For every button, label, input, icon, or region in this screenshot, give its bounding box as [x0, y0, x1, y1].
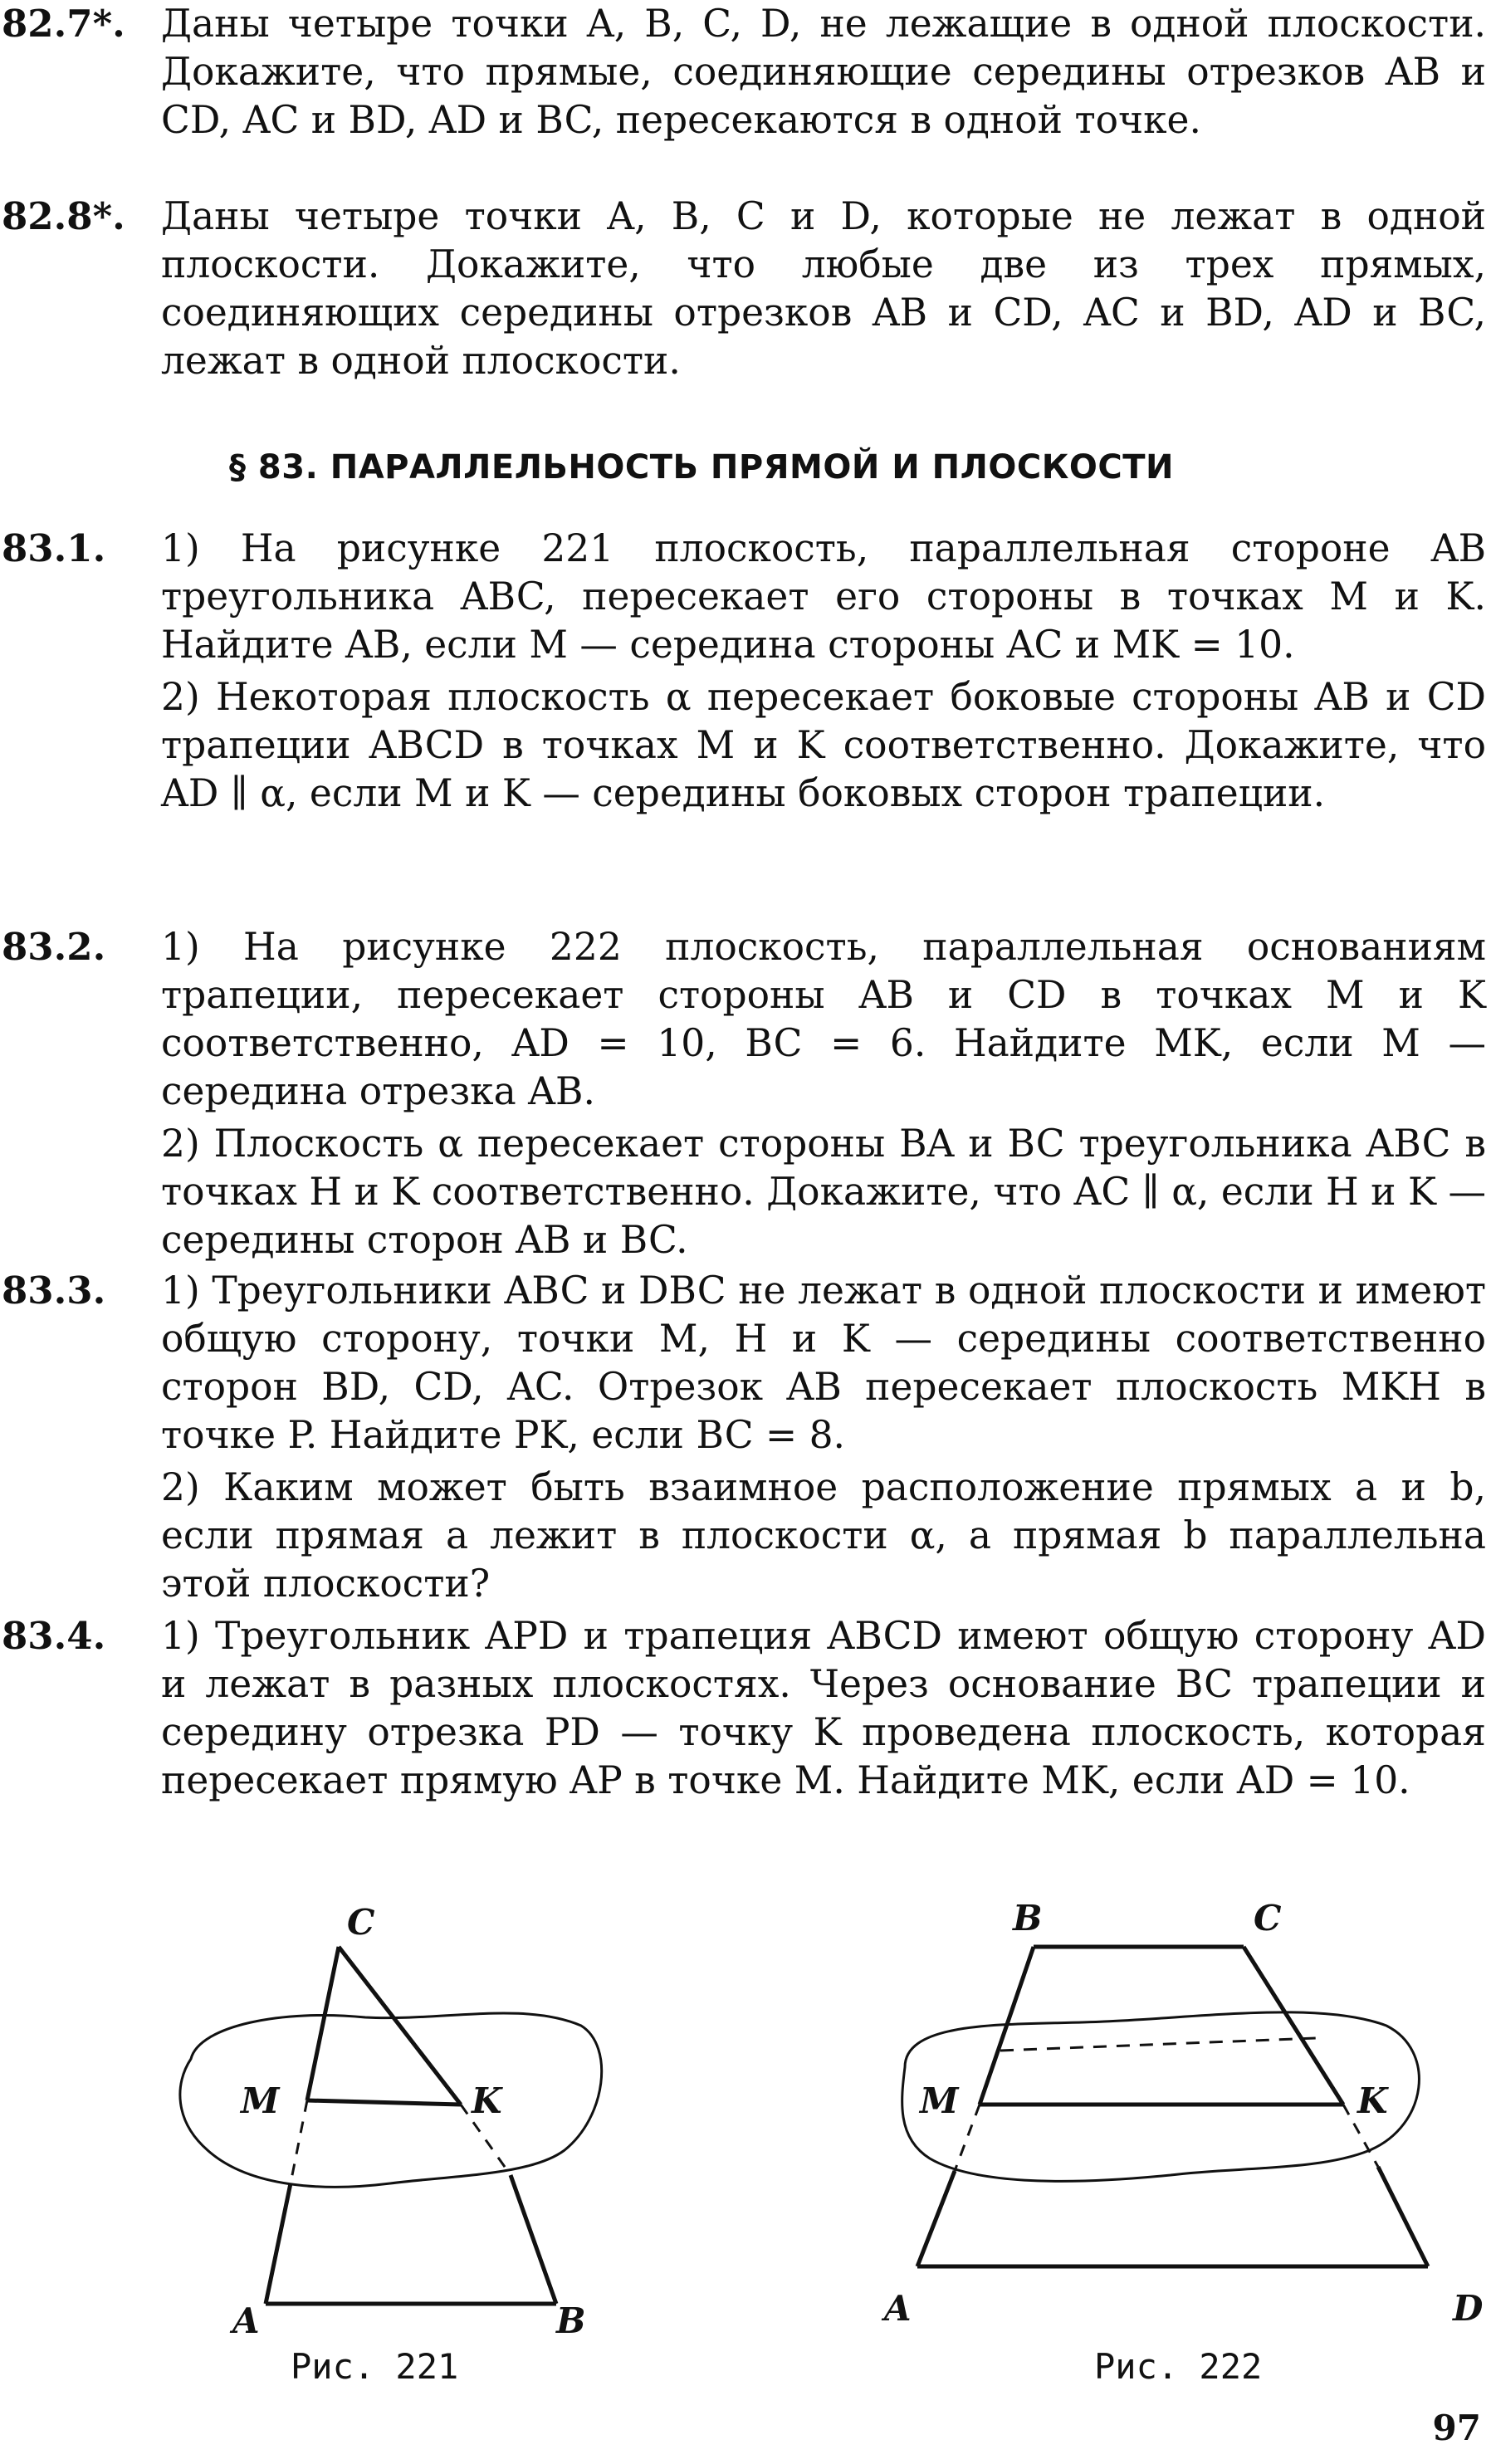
side-ck: [1244, 1947, 1343, 2105]
problem-part-2: 2) Плоскость α пересекает стороны BA и BC треугольника ABC в точках H и K соответственно. Докажите, что AC ∥ α, если H и K — середины сторон AB и BC.: [161, 1122, 1486, 1262]
page-number: 97: [1432, 2408, 1481, 2448]
label-b: B: [1013, 1901, 1043, 1938]
side-cm: [307, 1947, 339, 2100]
problem-part-2: 2) Некоторая плоскость α пересекает боковые стороны AB и CD трапеции ABCD в точках M и K соответственно. Докажите, что AD ∥ α, если M и K — середины боковых сторон трапеции.: [161, 675, 1486, 815]
label-b: B: [556, 2300, 586, 2333]
segment-mk: [307, 2100, 461, 2105]
problem-part-1: 1) Треугольник APD и трапеция ABCD имеют общую сторону AD и лежат в разных плоскостях. Через основание BC трапеции и середину отрезка PD — точку K проведена плоскость, которая пересекает прямую AP в точке M. Найдите MK, если AD = 10.: [161, 1614, 1486, 1802]
problem-part-2: 2) Каким может быть взаимное расположение прямых a и b, если прямая a лежит в плоскости α, а прямая b параллельна этой плоскости?: [161, 1465, 1486, 1606]
problem-number: 83.4.: [2, 1614, 106, 1658]
problem-part-1: 1) Треугольники ABC и DBC не лежат в одной плоскости и имеют общую сторону, точки M, H и K — середины соответственно сторон BD, CD, AC. Отрезок AB пересекает плоскость MKH в точке P. Найдите PK, если BC = 8.: [161, 1269, 1486, 1457]
label-a: A: [232, 2300, 260, 2333]
label-c: C: [1254, 1901, 1282, 1938]
caption-222: Рис. 222: [1094, 2346, 1263, 2387]
side-d-low: [1378, 2167, 1428, 2266]
problem-text: Даны четыре точки A, B, C, D, не лежащие в одной плоскости. Докажите, что прямые, соединяющие середины отрезков AB и CD, AC и BD, AD и BC, пересекаются в одной точке.: [161, 2, 1486, 142]
side-b-low: [511, 2175, 556, 2304]
problem-part-1: 1) На рисунке 222 плоскость, параллельная основаниям трапеции, пересекает стороны AB и CD в точках M и K соответственно, AD = 10, BC = 6. Найдите MK, если M — середина отрезка AB.: [161, 925, 1486, 1113]
plane-hidden-edge: [1000, 2038, 1316, 2051]
label-m: M: [920, 2080, 959, 2121]
figure-221-drawing: [141, 1901, 639, 2333]
label-a: A: [884, 2288, 912, 2329]
figure-222: [855, 1901, 1491, 2333]
problem-number: 82.8*.: [2, 194, 125, 238]
label-m: M: [241, 2080, 280, 2121]
problem-number: 83.3.: [2, 1269, 106, 1313]
side-ab-hidden: [955, 2105, 980, 2171]
side-ck: [339, 1947, 461, 2105]
problem-number: 82.7*.: [2, 2, 125, 46]
plane-alpha: [902, 2012, 1420, 2182]
label-c: C: [347, 1902, 375, 1943]
side-ca-hidden: [291, 2100, 307, 2183]
problem-number: 83.2.: [2, 925, 106, 969]
problem-text: Даны четыре точки A, B, C и D, которые не лежат в одной плоскости. Докажите, что любые две из трех прямых, соединяющих середины отрезков AB и CD, AC и BD, AD и BC, лежат в одной плоскости.: [161, 194, 1486, 383]
label-k: K: [472, 2080, 502, 2121]
label-d: D: [1453, 2288, 1484, 2329]
figure-221: [141, 1901, 639, 2333]
problem-part-1: 1) На рисунке 221 плоскость, параллельная стороне AB треугольника ABC, пересекает его стороны в точках M и K. Найдите AB, если M — середина стороны AC и MK = 10.: [161, 526, 1486, 667]
label-k: K: [1357, 2080, 1388, 2121]
side-a-low: [917, 2171, 955, 2266]
problem-number: 83.1.: [2, 526, 106, 570]
figure-222-drawing: [855, 1901, 1491, 2333]
section-title: § 83. ПАРАЛЛЕЛЬНОСТЬ ПРЯМОЙ И ПЛОСКОСТИ: [229, 448, 1175, 486]
caption-221: Рис. 221: [291, 2346, 459, 2387]
side-a-low: [266, 2183, 291, 2304]
